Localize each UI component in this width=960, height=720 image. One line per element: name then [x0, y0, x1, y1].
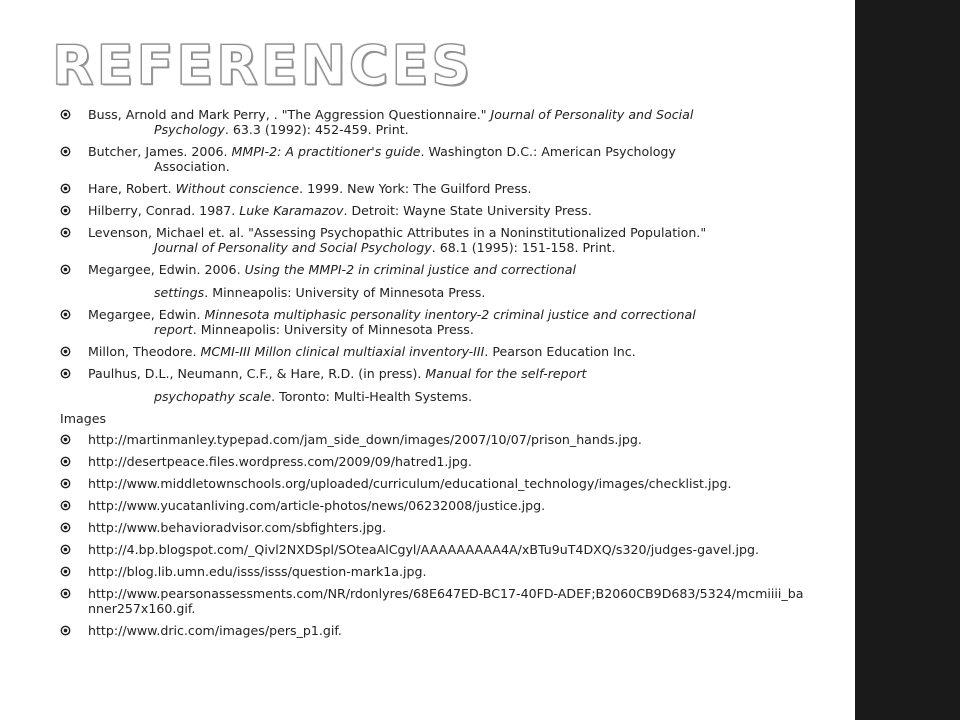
- reference-item: Megargee, Edwin. 2006. Using the MMPI-2 in criminal justice and correctional: [60, 262, 805, 277]
- bullet-icon: [60, 588, 71, 599]
- image-url-item: [60, 520, 805, 535]
- bullet-icon: [60, 500, 71, 511]
- image-url-link[interactable]: http://www.middletownschools.org/uploaded/curriculum/educational_technology/images/checklist.jpg.: [88, 476, 732, 491]
- bullet-icon: [60, 264, 71, 275]
- reference-item: Megargee, Edwin. Minnesota multiphasic personality inentory-2 criminal justice and correctional report. Minneapolis: University of Minnesota Press.: [60, 307, 805, 337]
- bullet-icon: [60, 478, 71, 489]
- bullet-icon: [60, 146, 71, 157]
- image-url-link[interactable]: http://desertpeace.files.wordpress.com/2009/09/hatred1.jpg.: [88, 454, 472, 469]
- image-url-item: [60, 476, 805, 491]
- image-url-item: [60, 623, 805, 638]
- bullet-icon: [60, 346, 71, 357]
- bullet-icon: [60, 566, 71, 577]
- reference-continuation: psychopathy scale. Toronto: Multi-Health Systems.: [154, 389, 473, 404]
- dark-side-band: [855, 0, 960, 720]
- reference-item: Millon, Theodore. MCMI-III Millon clinical multiaxial inventory-III. Pearson Education Inc.: [60, 344, 805, 359]
- bullet-icon: [60, 205, 71, 216]
- bullet-icon: [60, 625, 71, 636]
- image-url-item: [60, 454, 805, 469]
- image-url-link[interactable]: http://www.behavioradvisor.com/sbfighters.jpg.: [88, 520, 387, 535]
- image-url-link[interactable]: http://4.bp.blogspot.com/_Qivl2NXDSpl/SOteaAlCgyl/AAAAAAAAA4A/xBTu9uT4DXQ/s320/judges-gavel.jpg.: [88, 542, 759, 557]
- images-heading: Images: [60, 411, 107, 426]
- image-url-link[interactable]: http://www.yucatanliving.com/article-photos/news/06232008/justice.jpg.: [88, 498, 546, 513]
- image-url-item: [60, 432, 805, 447]
- reference-item: Butcher, James. 2006. MMPI-2: A practitioner's guide. Washington D.C.: American Psychology Association.: [60, 144, 805, 174]
- reference-item: Hilberry, Conrad. 1987. Luke Karamazov. Detroit: Wayne State University Press.: [60, 203, 805, 218]
- reference-item: Levenson, Michael et. al. "Assessing Psychopathic Attributes in a Noninstitutionalized Population." Journal of Personality and Social Psychology. 68.1 (1995): 151-158. Print.: [60, 225, 805, 255]
- image-url-item: [60, 542, 805, 557]
- image-url-item: [60, 498, 805, 513]
- bullet-icon: [60, 434, 71, 445]
- bullet-icon: [60, 368, 71, 379]
- bullet-icon: [60, 227, 71, 238]
- bullet-icon: [60, 109, 71, 120]
- image-url-link[interactable]: http://www.dric.com/images/pers_p1.gif.: [88, 623, 342, 638]
- slide-title: REFERENCES: [52, 34, 474, 97]
- reference-item: Paulhus, D.L., Neumann, C.F., & Hare, R.D. (in press). Manual for the self-report: [60, 366, 805, 381]
- reference-item: Buss, Arnold and Mark Perry, . "The Aggression Questionnaire." Journal of Personality and Social Psychology. 63.3 (1992): 452-459. Print.: [60, 107, 805, 137]
- bullet-icon: [60, 544, 71, 555]
- image-url-item: [60, 586, 805, 616]
- bullet-icon: [60, 522, 71, 533]
- image-url-link[interactable]: http://blog.lib.umn.edu/isss/isss/question-mark1a.jpg.: [88, 564, 427, 579]
- reference-continuation: settings. Minneapolis: University of Minnesota Press.: [154, 285, 486, 300]
- image-url-link[interactable]: http://www.pearsonassessments.com/NR/rdonlyres/68E647ED-BC17-40FD-ADEF;B2060CB9D683/5324/mcmiiii_banner257x160.gif.: [88, 586, 804, 616]
- reference-item: Hare, Robert. Without conscience. 1999. New York: The Guilford Press.: [60, 181, 805, 196]
- bullet-icon: [60, 456, 71, 467]
- image-url-link[interactable]: http://martinmanley.typepad.com/jam_side_down/images/2007/10/07/prison_hands.jpg.: [88, 432, 642, 447]
- reference-list: [60, 107, 805, 645]
- bullet-icon: [60, 309, 71, 320]
- bullet-icon: [60, 183, 71, 194]
- image-url-item: [60, 564, 805, 579]
